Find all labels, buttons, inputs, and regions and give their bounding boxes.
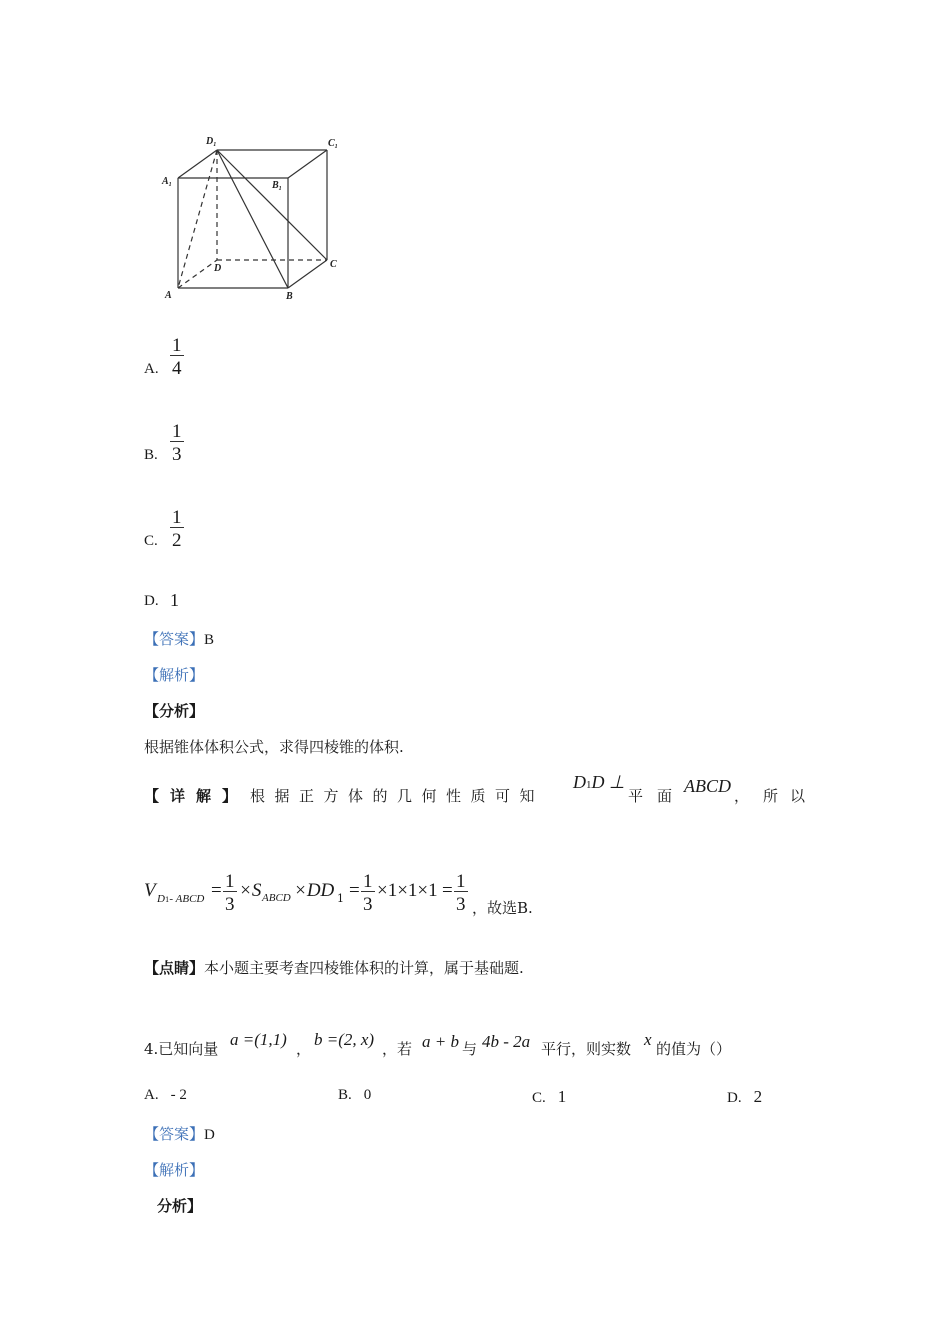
q3-analysis-tag: 【解析】: [144, 666, 205, 684]
q4-stem: 4.已知向量 a =(1,1) ， b =(2, x) ，若 a + b 与 4b - 2a 平行，则实数 x 的值为（）: [144, 1030, 732, 1058]
q3-fenxi-text: 根据锥体体积公式，求得四棱锥的体积.: [144, 738, 404, 756]
q3-option-a-fraction: $\frac{1}{4}$: [172, 335, 182, 379]
q3-fenxi-tag: 【分析】: [144, 702, 205, 720]
q3-option-b-fraction: $\frac{1}{3}$: [172, 421, 182, 465]
q3-option-b-letter: B.: [144, 447, 158, 463]
cube-figure: [160, 128, 350, 303]
label-a1: $A_1$: [162, 176, 172, 188]
q3-detail-plane: 平面: [628, 787, 687, 805]
q3-detail-suoyi: 所以: [763, 787, 818, 805]
q4-option-a: A. - 2: [144, 1087, 187, 1103]
q3-option-c-fraction: $\frac{1}{2}$: [172, 507, 182, 551]
q3-detail-text: 根据正方体的几何性质可知: [250, 787, 545, 805]
q3-detail-comma: ，: [734, 787, 750, 805]
q3-answer: 【答案】B: [144, 630, 215, 648]
label-d: D: [214, 263, 222, 274]
q3-option-c-letter: C.: [144, 533, 158, 549]
q3-option-d-value: 1: [170, 590, 179, 610]
q4-option-c: C. 1: [532, 1087, 567, 1106]
q4-option-b: B. 0: [338, 1087, 372, 1103]
label-c: C: [330, 259, 337, 270]
label-b1: $B_1$: [272, 180, 282, 192]
q3-volume-formula: V D1- ABCD = $\frac{1}{3}$ ×S ABCD ×DD 1 = $\frac{1}{3}$ ×1×1×1 = $\frac{1}{3}$ ，故选B.: [144, 871, 533, 917]
q4-fenxi-tag: 分析】: [157, 1197, 203, 1215]
label-d1: $D_1$: [206, 136, 217, 148]
q3-detail-tag: 【详解】: [144, 787, 249, 805]
q3-dianjing: 【点睛】本小题主要考查四棱锥体积的计算，属于基础题.: [144, 959, 524, 977]
label-a: A: [165, 290, 172, 301]
q3-detail-math2: ABCD: [684, 776, 731, 796]
q3-option-a-letter: A.: [144, 361, 159, 377]
q4-answer: 【答案】D: [144, 1125, 215, 1143]
q4-analysis-tag: 【解析】: [144, 1161, 205, 1179]
q3-detail-math1: D1D ⊥: [573, 772, 625, 792]
label-c1: $C_1$: [328, 138, 338, 150]
q3-option-d-letter: D.: [144, 593, 159, 609]
label-b: B: [286, 291, 293, 302]
q4-option-d: D. 2: [727, 1087, 763, 1106]
